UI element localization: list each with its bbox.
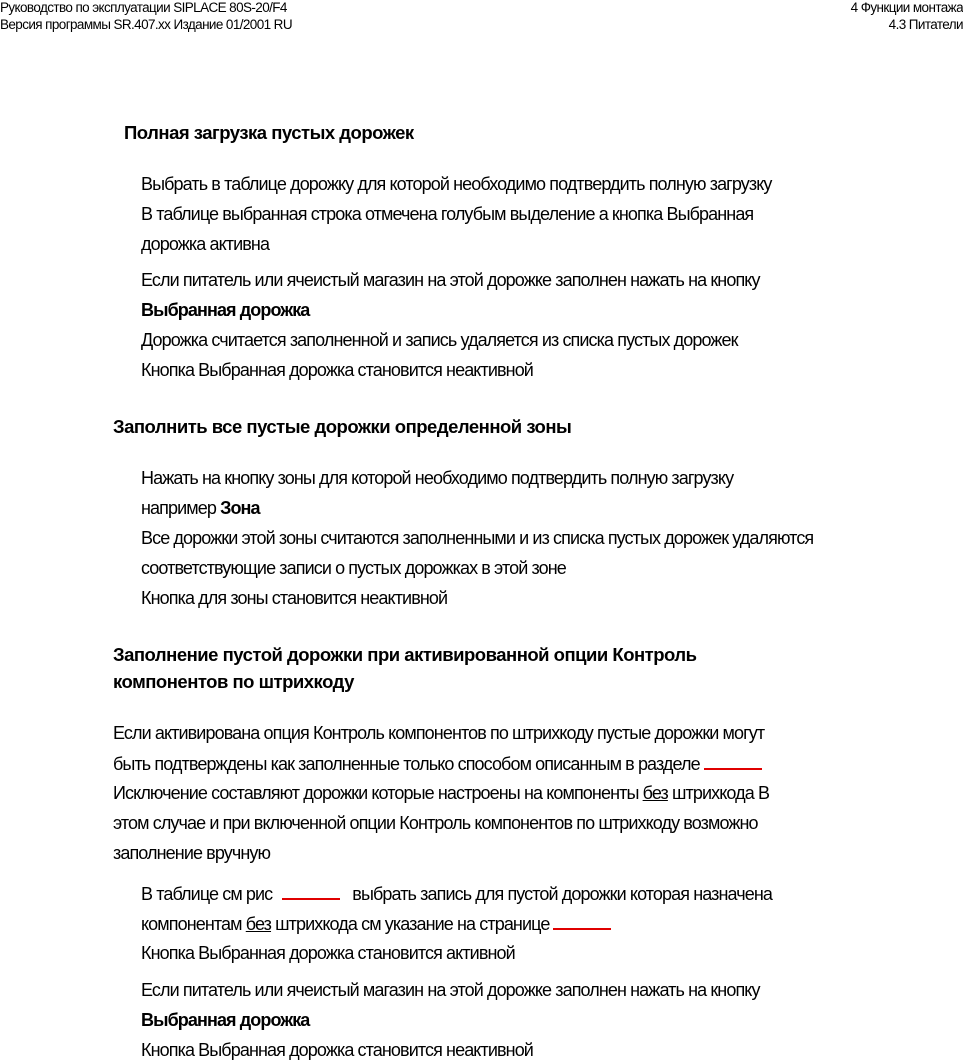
section-reference-placeholder[interactable] — [704, 752, 762, 770]
section3-intro: заполнение вручную — [113, 843, 271, 863]
header-section: 4.3 Питатели — [888, 17, 963, 32]
button-name-selected-lane: Выбранная дорожка — [141, 1010, 310, 1030]
section3-step-text: компонентам — [141, 914, 246, 934]
header-manual-title: Руководство по эксплуатации SIPLACE 80S-20/F4 — [0, 0, 287, 15]
section3-step-text: В таблице см рис — [141, 884, 273, 904]
section1-heading: Полная загрузка пустых дорожек — [124, 122, 414, 143]
section1-paragraph: Выбрать в таблице дорожку для которой необходимо подтвердить полную загрузку — [141, 174, 772, 194]
section2-paragraph: Кнопка для зоны становится неактивной — [141, 588, 448, 608]
section2-paragraph: Нажать на кнопку зоны для которой необходимо подтвердить полную загрузку — [141, 468, 734, 488]
section3-step-text: штрихкода см указание на странице — [271, 914, 550, 934]
section3-step: Кнопка Выбранная дорожка становится активной — [141, 943, 515, 963]
page-reference-placeholder[interactable] — [553, 912, 611, 930]
section3-heading: Заполнение пустой дорожки при активированной опции Контроль — [113, 644, 697, 665]
section1-paragraph: Если питатель или ячеистый магазин на этой дорожке заполнен нажать на кнопку — [141, 270, 760, 290]
section2-example-prefix: например — [141, 498, 221, 518]
emphasis-without: без — [245, 914, 272, 934]
section3-step: Если питатель или ячеистый магазин на этой дорожке заполнен нажать на кнопку — [141, 980, 760, 1000]
emphasis-without: без — [642, 783, 668, 803]
section3-step-text: выбрать запись для пустой дорожки которая назначена — [352, 884, 773, 904]
section3-step: Кнопка Выбранная дорожка становится неактивной — [141, 1040, 533, 1060]
section3-step — [141, 882, 772, 905]
section3-intro — [113, 752, 766, 775]
section2-paragraph — [141, 497, 260, 519]
section3-intro: Если активирована опция Контроль компонентов по штрихкоду пустые дорожки могут — [113, 723, 765, 743]
button-name-zone: Зона — [220, 498, 260, 518]
header-version: Версия программы SR.407.xx Издание 01/2001 RU — [0, 17, 292, 32]
section2-heading: Заполнить все пустые дорожки определенной зоны — [113, 416, 572, 437]
section1-paragraph: дорожка активна — [141, 234, 270, 254]
figure-reference-placeholder[interactable] — [282, 882, 340, 900]
section2-paragraph: Все дорожки этой зоны считаются заполненными и из списка пустых дорожек удаляются — [141, 528, 814, 548]
section2-paragraph: соответствующие записи о пустых дорожках в этой зоне — [141, 558, 566, 578]
section3-intro-text: Исключение составляют дорожки которые настроены на компоненты — [113, 783, 643, 803]
section1-paragraph: Дорожка считается заполненной и запись удаляется из списка пустых дорожек — [141, 330, 738, 350]
section1-paragraph: Кнопка Выбранная дорожка становится неактивной — [141, 360, 533, 380]
section3-intro-text: быть подтверждены как заполненные только способом описанным в разделе — [113, 754, 700, 774]
header-chapter: 4 Функции монтажа — [850, 0, 963, 15]
section3-intro: этом случае и при включенной опции Контроль компонентов по штрихкоду возможно — [113, 813, 758, 833]
section1-paragraph: В таблице выбранная строка отмечена голубым выделение а кнопка Выбранная — [141, 204, 754, 224]
section3-intro — [113, 782, 769, 804]
section3-step — [141, 912, 615, 935]
section3-intro-text: штрихкода В — [667, 783, 770, 803]
button-name-selected-lane: Выбранная дорожка — [141, 300, 310, 320]
section3-heading: компонентов по штрихкоду — [113, 671, 354, 692]
